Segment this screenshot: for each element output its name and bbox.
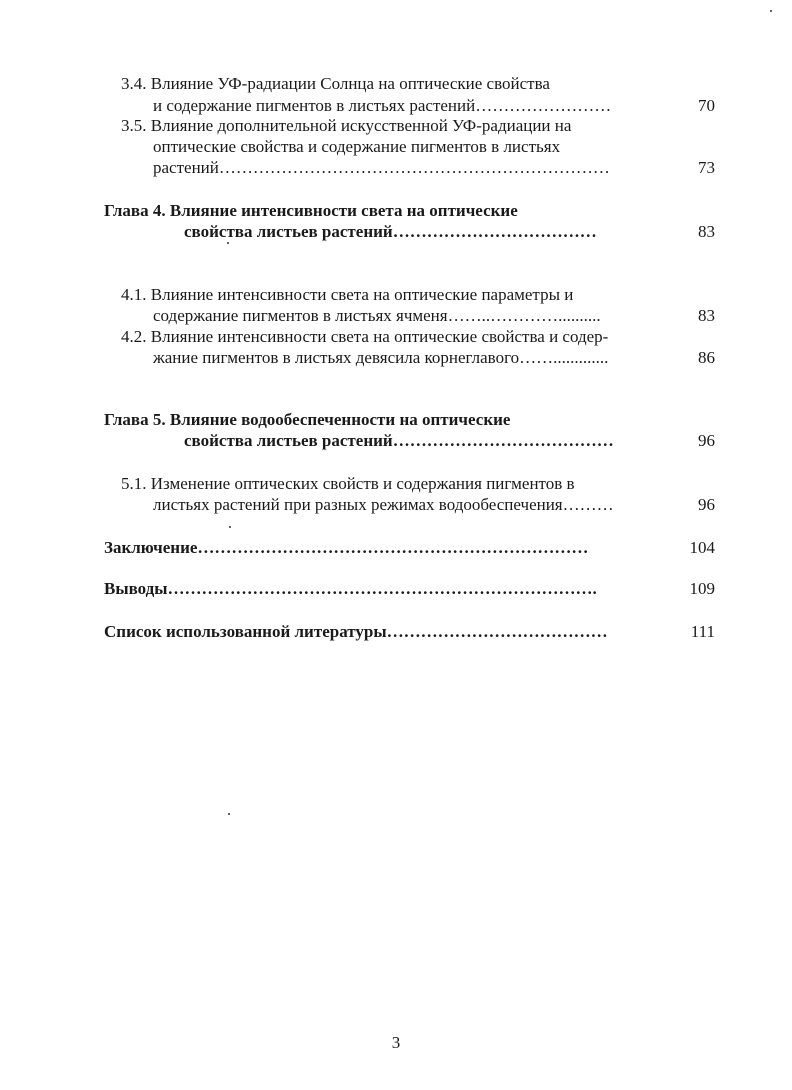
toc-4-2-page: 86	[698, 348, 715, 367]
toc-references: Список использованной литературы…………………………………	[104, 622, 608, 641]
toc-5-1-page: 96	[698, 495, 715, 514]
toc-chapter-5-line2: свойства листьев растений…………………………………	[184, 431, 614, 450]
toc-4-1-page: 83	[698, 306, 715, 325]
toc-findings-page: 109	[689, 579, 715, 598]
toc-3-5-line1: 3.5. Влияние дополнительной искусственной УФ-радиации на	[121, 116, 572, 135]
toc-4-2-line2: жание пигментов в листьях девясила корнеглавого…….............	[153, 348, 609, 367]
scan-speck	[227, 242, 229, 244]
scan-speck	[229, 526, 231, 528]
scan-speck	[228, 813, 230, 815]
toc-4-1-line1: 4.1. Влияние интенсивности света на оптические параметры и	[121, 285, 574, 304]
toc-chapter-5-line1: Глава 5. Влияние водообеспеченности на оптические	[104, 410, 511, 429]
toc-chapter-4-line2: свойства листьев растений………………………………	[184, 222, 597, 241]
toc-3-4-page: 70	[698, 96, 715, 115]
toc-3-5-page: 73	[698, 158, 715, 177]
toc-3-4-line2: и содержание пигментов в листьях растений……………………	[153, 96, 612, 115]
scan-speck	[770, 10, 772, 12]
toc-findings: Выводы………………………………………………………………….	[104, 579, 597, 598]
toc-4-2-line1: 4.2. Влияние интенсивности света на оптические свойства и содер-	[121, 327, 609, 346]
page-number: 3	[391, 1033, 401, 1052]
toc-chapter-5-page: 96	[698, 431, 715, 450]
toc-3-5-line2: оптические свойства и содержание пигментов в листьях	[153, 137, 561, 156]
toc-4-1-line2: содержание пигментов в листьях ячменя……..…………..........	[153, 306, 601, 325]
toc-5-1-line1: 5.1. Изменение оптических свойств и содержания пигментов в	[121, 474, 575, 493]
toc-chapter-4-page: 83	[698, 222, 715, 241]
toc-3-5-line3: растений……………………………………………………………	[153, 158, 610, 177]
toc-chapter-4-line1: Глава 4. Влияние интенсивности света на оптические	[104, 201, 518, 220]
toc-references-page: 111	[690, 622, 715, 641]
toc-conclusion-page: 104	[689, 538, 715, 557]
toc-conclusion: Заключение……………………………………………………………	[104, 538, 589, 557]
toc-5-1-line2: листьях растений при разных режимах водообеспечения………	[153, 495, 614, 514]
toc-3-4-line1: 3.4. Влияние УФ-радиации Солнца на оптические свойства	[121, 74, 550, 93]
